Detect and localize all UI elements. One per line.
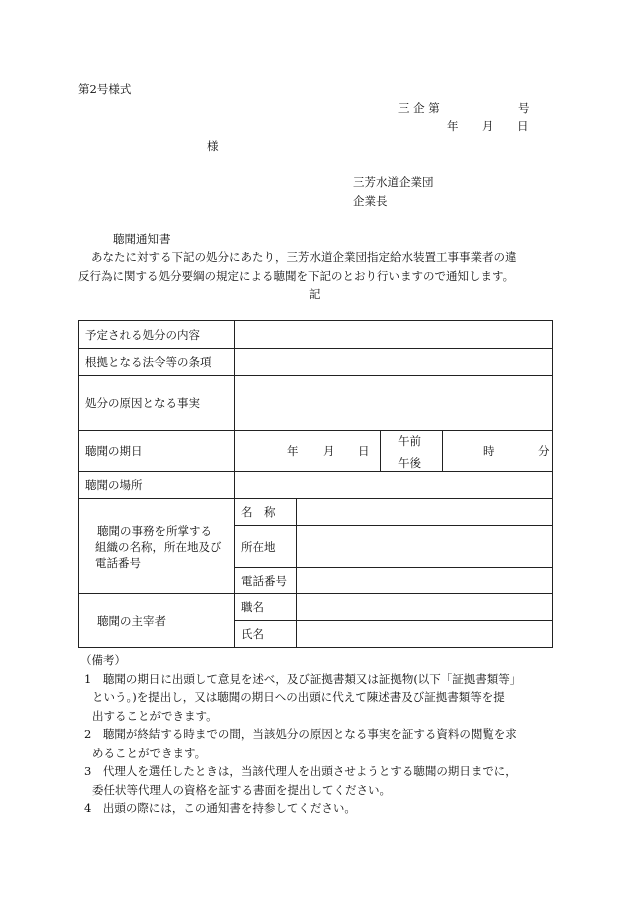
table-row (79, 376, 553, 431)
office-name-label: 名 称 (235, 499, 297, 526)
note-3-line1: 3 代理人を選任したときは，当該代理人を出頭させようとする聴聞の期日までに， (84, 764, 517, 778)
am-pm-selector[interactable] (381, 431, 443, 472)
hearing-date-day: 日 (358, 444, 370, 458)
table-row (79, 321, 553, 349)
presider-name-label: 氏名 (235, 621, 297, 648)
office-label-line2: 組織の名称，所在地及び (95, 540, 222, 554)
note-1-line3: 出することができます。 (92, 709, 218, 723)
hearing-place-value-field[interactable] (235, 472, 553, 499)
ki-marker: 記 (309, 287, 321, 301)
hearing-place-label: 聴聞の場所 (79, 472, 235, 499)
note-1-line2: という。)を提出し，又は聴聞の期日への出頭に代えて陳述書及び証拠書類等を提 (92, 690, 505, 704)
table-row (79, 499, 553, 526)
body-text-line2: 反行為に関する処分要綱の規定による聴聞を下記のとおり行いますので通知します。 (78, 269, 515, 283)
office-name-value-field[interactable] (297, 499, 553, 526)
cause-facts-value-field[interactable] (235, 376, 553, 431)
issuer-org: 三芳水道企業団 (353, 175, 434, 189)
table-row (79, 349, 553, 376)
body-text-line1: あなたに対する下記の処分にあたり，三芳水道企業団指定給水装置工事事業者の違 (91, 250, 517, 264)
note-4-line1: 4 出頭の際には，この通知書を持参してください。 (84, 801, 356, 815)
hearing-date-label: 聴聞の期日 (79, 431, 235, 472)
doc-number-suffix: 号 (518, 101, 530, 115)
hearing-time-hour: 時 (483, 444, 495, 458)
note-1-line1: 1 聴聞の期日に出頭して意見を述べ，及び証拠書類又は証拠物(以下「証拠書類等」 (84, 672, 522, 686)
office-label-line1: 聴聞の事務を所掌する (97, 524, 212, 538)
presider-post-label: 職名 (235, 594, 297, 621)
presider-post-value-field[interactable] (297, 594, 553, 621)
office-address-label: 所在地 (235, 526, 297, 568)
document-title: 聴聞通知書 (113, 232, 171, 246)
pm-label: 午後 (398, 456, 421, 470)
date-year: 年 (447, 119, 459, 133)
table-row (79, 431, 553, 472)
legal-basis-value-field[interactable] (235, 349, 553, 376)
hearing-time-minute: 分 (538, 444, 550, 458)
date-day: 日 (517, 119, 529, 133)
note-2-line1: 2 聴聞が終結する時までの間，当該処分の原因となる事実を証する資料の閲覧を求 (84, 727, 517, 741)
hearing-date-year: 年 (287, 444, 299, 458)
notes-heading: （備考） (80, 653, 126, 667)
legal-basis-label: 根拠となる法令等の条項 (79, 349, 235, 376)
hearing-details-table (78, 320, 553, 648)
presider-label: 聴聞の主宰者 (79, 594, 235, 648)
office-phone-value-field[interactable] (297, 568, 553, 594)
hearing-date-month: 月 (323, 444, 335, 458)
disposition-value-field[interactable] (235, 321, 553, 349)
presider-name-value-field[interactable] (297, 621, 553, 648)
addressee-suffix: 様 (207, 139, 219, 153)
note-2-line2: めることができます。 (92, 746, 207, 760)
issuer-title: 企業長 (353, 194, 388, 208)
hearing-time-field[interactable] (443, 431, 553, 472)
office-address-value-field[interactable] (297, 526, 553, 568)
am-label: 午前 (398, 434, 421, 448)
date-month: 月 (482, 119, 494, 133)
office-label (79, 499, 235, 594)
doc-number-prefix: 三 企 第 (398, 101, 440, 115)
hearing-date-field[interactable] (235, 431, 381, 472)
table-row (79, 472, 553, 499)
disposition-label: 予定される処分の内容 (79, 321, 235, 349)
office-phone-label: 電話番号 (235, 568, 297, 594)
note-3-line2: 委任状等代理人の資格を証する書面を提出してください。 (92, 783, 391, 797)
office-label-line3: 電話番号 (95, 556, 141, 570)
table-row (79, 594, 553, 621)
cause-facts-label: 処分の原因となる事実 (79, 376, 235, 431)
form-number: 第2号様式 (78, 82, 132, 96)
